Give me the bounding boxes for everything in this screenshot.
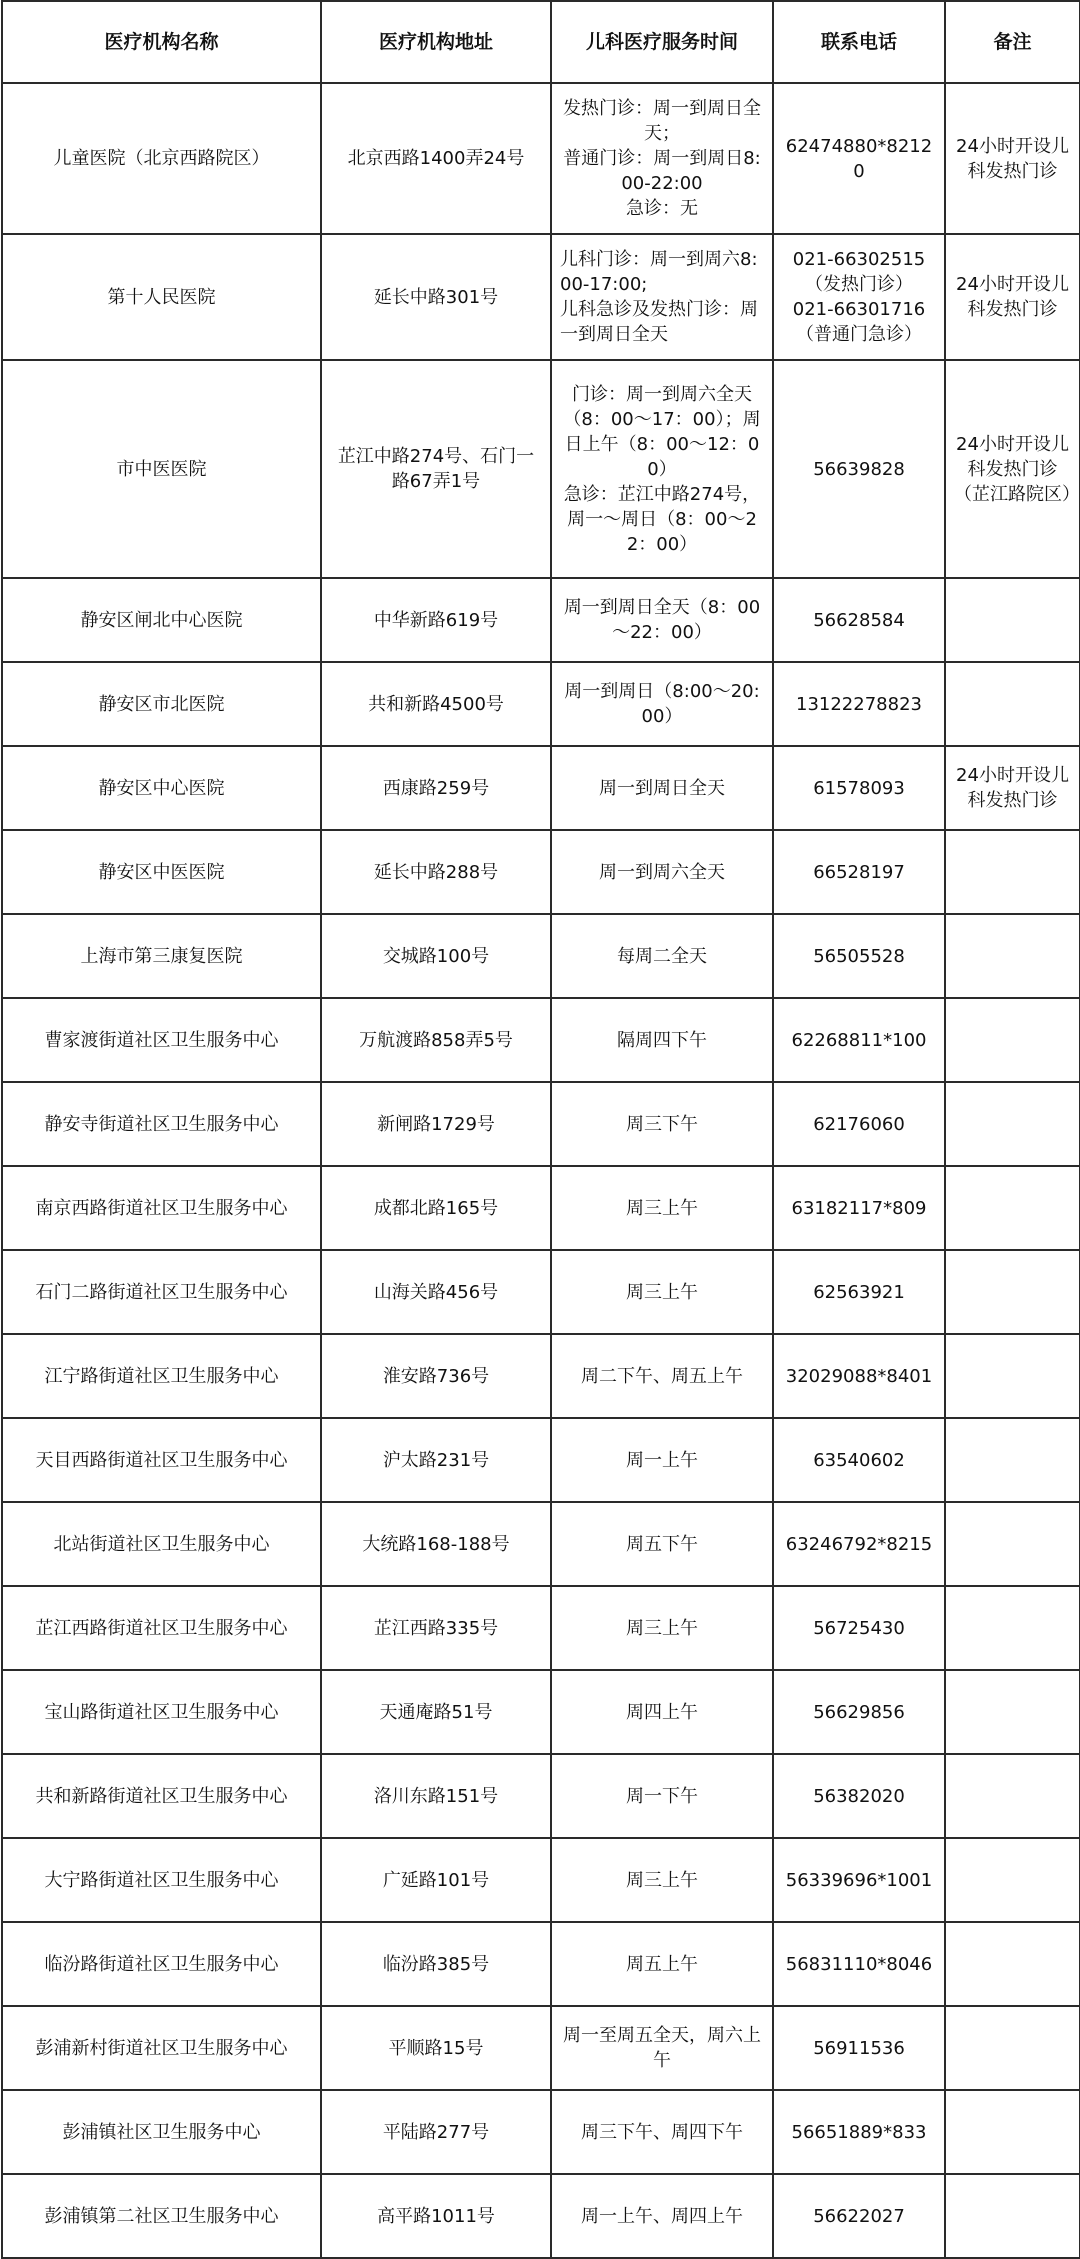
institution-address-cell: 沪太路231号 bbox=[321, 1418, 551, 1502]
service-hours-cell: 周一到周日全天（8：00～22：00） bbox=[551, 578, 773, 662]
institution-name-cell: 大宁路街道社区卫生服务中心 bbox=[2, 1838, 321, 1922]
notes-cell bbox=[945, 1250, 1080, 1334]
institution-name-cell: 静安区市北医院 bbox=[2, 662, 321, 746]
service-hours-cell: 儿科门诊：周一到周六8:00-17:00; 儿科急诊及发热门诊：周一到周日全天 bbox=[551, 234, 773, 360]
institution-name-cell: 彭浦新村街道社区卫生服务中心 bbox=[2, 2006, 321, 2090]
notes-cell bbox=[945, 2174, 1080, 2258]
table-row bbox=[2, 2090, 1080, 2174]
table-row bbox=[2, 83, 1080, 234]
service-hours-cell: 门诊：周一到周六全天（8：00～17：00）；周日上午（8：00～12：00） 急诊：芷江中路274号，周一～周日（8：00～22：00） bbox=[551, 360, 773, 578]
notes-cell bbox=[945, 914, 1080, 998]
phone-cell: 56622027 bbox=[773, 2174, 945, 2258]
service-hours-cell: 周一到周日全天 bbox=[551, 746, 773, 830]
institution-name-cell: 南京西路街道社区卫生服务中心 bbox=[2, 1166, 321, 1250]
institution-name-cell: 彭浦镇社区卫生服务中心 bbox=[2, 2090, 321, 2174]
service-hours-cell: 周一上午、周四上午 bbox=[551, 2174, 773, 2258]
institution-name-cell: 芷江西路街道社区卫生服务中心 bbox=[2, 1586, 321, 1670]
table-row bbox=[2, 2006, 1080, 2090]
phone-cell: 56725430 bbox=[773, 1586, 945, 1670]
table-row bbox=[2, 1754, 1080, 1838]
service-hours-cell: 隔周四下午 bbox=[551, 998, 773, 1082]
notes-cell bbox=[945, 1082, 1080, 1166]
table-row bbox=[2, 1082, 1080, 1166]
institution-address-cell: 平顺路15号 bbox=[321, 2006, 551, 2090]
phone-cell: 56911536 bbox=[773, 2006, 945, 2090]
notes-cell bbox=[945, 1922, 1080, 2006]
phone-cell: 66528197 bbox=[773, 830, 945, 914]
phone-cell: 62474880*82120 bbox=[773, 83, 945, 234]
phone-cell: 62176060 bbox=[773, 1082, 945, 1166]
institution-name-cell: 静安区中医医院 bbox=[2, 830, 321, 914]
institution-name-cell: 静安寺街道社区卫生服务中心 bbox=[2, 1082, 321, 1166]
phone-cell: 61578093 bbox=[773, 746, 945, 830]
notes-cell bbox=[945, 998, 1080, 1082]
phone-cell: 63182117*809 bbox=[773, 1166, 945, 1250]
institution-name-cell: 静安区闸北中心医院 bbox=[2, 578, 321, 662]
institution-name-cell: 共和新路街道社区卫生服务中心 bbox=[2, 1754, 321, 1838]
notes-cell bbox=[945, 2006, 1080, 2090]
institution-name-cell: 上海市第三康复医院 bbox=[2, 914, 321, 998]
notes-cell: 24小时开设儿科发热门诊 bbox=[945, 234, 1080, 360]
phone-cell: 56339696*1001 bbox=[773, 1838, 945, 1922]
phone-cell: 56628584 bbox=[773, 578, 945, 662]
notes-cell bbox=[945, 1670, 1080, 1754]
service-hours-cell: 周三上午 bbox=[551, 1166, 773, 1250]
phone-cell: 56505528 bbox=[773, 914, 945, 998]
table-row bbox=[2, 830, 1080, 914]
institution-address-cell: 山海关路456号 bbox=[321, 1250, 551, 1334]
phone-cell: 62563921 bbox=[773, 1250, 945, 1334]
notes-cell bbox=[945, 1838, 1080, 1922]
service-hours-cell: 周三下午、周四下午 bbox=[551, 2090, 773, 2174]
phone-cell: 56629856 bbox=[773, 1670, 945, 1754]
phone-cell: 56831110*8046 bbox=[773, 1922, 945, 2006]
institution-address-cell: 大统路168-188号 bbox=[321, 1502, 551, 1586]
service-hours-cell: 周五下午 bbox=[551, 1502, 773, 1586]
table-header bbox=[2, 1, 1080, 83]
institution-name-cell: 静安区中心医院 bbox=[2, 746, 321, 830]
service-hours-cell: 周四上午 bbox=[551, 1670, 773, 1754]
institution-address-cell: 洛川东路151号 bbox=[321, 1754, 551, 1838]
table-row bbox=[2, 1838, 1080, 1922]
service-hours-cell: 周五上午 bbox=[551, 1922, 773, 2006]
institution-name-cell: 儿童医院（北京西路院区） bbox=[2, 83, 321, 234]
header-row bbox=[2, 1, 1080, 83]
notes-cell bbox=[945, 1166, 1080, 1250]
notes-cell: 24小时开设儿科发热门诊（芷江路院区） bbox=[945, 360, 1080, 578]
table-row bbox=[2, 1334, 1080, 1418]
institution-address-cell: 中华新路619号 bbox=[321, 578, 551, 662]
notes-cell bbox=[945, 1754, 1080, 1838]
institution-name-cell: 宝山路街道社区卫生服务中心 bbox=[2, 1670, 321, 1754]
institution-address-cell: 西康路259号 bbox=[321, 746, 551, 830]
institution-address-cell: 高平路1011号 bbox=[321, 2174, 551, 2258]
phone-cell: 56651889*833 bbox=[773, 2090, 945, 2174]
institution-address-cell: 新闸路1729号 bbox=[321, 1082, 551, 1166]
notes-cell bbox=[945, 578, 1080, 662]
notes-cell bbox=[945, 830, 1080, 914]
institution-name-cell: 石门二路街道社区卫生服务中心 bbox=[2, 1250, 321, 1334]
service-hours-cell: 周三上午 bbox=[551, 1250, 773, 1334]
table-row bbox=[2, 998, 1080, 1082]
notes-cell: 24小时开设儿科发热门诊 bbox=[945, 83, 1080, 234]
institution-address-cell: 万航渡路858弄5号 bbox=[321, 998, 551, 1082]
table-row bbox=[2, 746, 1080, 830]
notes-cell bbox=[945, 1502, 1080, 1586]
table-row bbox=[2, 662, 1080, 746]
phone-cell: 63540602 bbox=[773, 1418, 945, 1502]
institution-name-cell: 第十人民医院 bbox=[2, 234, 321, 360]
table-row bbox=[2, 1250, 1080, 1334]
header-institution-address: 医疗机构地址 bbox=[321, 1, 551, 83]
table-row bbox=[2, 578, 1080, 662]
institution-name-cell: 江宁路街道社区卫生服务中心 bbox=[2, 1334, 321, 1418]
table-row bbox=[2, 1502, 1080, 1586]
header-service-hours: 儿科医疗服务时间 bbox=[551, 1, 773, 83]
institution-address-cell: 淮安路736号 bbox=[321, 1334, 551, 1418]
service-hours-cell: 周二下午、周五上午 bbox=[551, 1334, 773, 1418]
institution-address-cell: 天通庵路51号 bbox=[321, 1670, 551, 1754]
institution-address-cell: 共和新路4500号 bbox=[321, 662, 551, 746]
header-notes: 备注 bbox=[945, 1, 1080, 83]
phone-cell: 62268811*100 bbox=[773, 998, 945, 1082]
service-hours-cell: 周三上午 bbox=[551, 1586, 773, 1670]
service-hours-cell: 周一到周六全天 bbox=[551, 830, 773, 914]
institution-name-cell: 市中医医院 bbox=[2, 360, 321, 578]
institution-name-cell: 曹家渡街道社区卫生服务中心 bbox=[2, 998, 321, 1082]
institution-address-cell: 交城路100号 bbox=[321, 914, 551, 998]
table-body bbox=[2, 83, 1080, 2258]
phone-cell: 56639828 bbox=[773, 360, 945, 578]
phone-cell: 56382020 bbox=[773, 1754, 945, 1838]
table-row bbox=[2, 360, 1080, 578]
table-row bbox=[2, 234, 1080, 360]
service-hours-cell: 周三下午 bbox=[551, 1082, 773, 1166]
notes-cell: 24小时开设儿科发热门诊 bbox=[945, 746, 1080, 830]
institution-address-cell: 北京西路1400弄24号 bbox=[321, 83, 551, 234]
phone-cell: 13122278823 bbox=[773, 662, 945, 746]
institution-name-cell: 临汾路街道社区卫生服务中心 bbox=[2, 1922, 321, 2006]
table-row bbox=[2, 1922, 1080, 2006]
notes-cell bbox=[945, 1418, 1080, 1502]
institution-name-cell: 天目西路街道社区卫生服务中心 bbox=[2, 1418, 321, 1502]
table-row bbox=[2, 1166, 1080, 1250]
header-institution-name: 医疗机构名称 bbox=[2, 1, 321, 83]
service-hours-cell: 周一下午 bbox=[551, 1754, 773, 1838]
service-hours-cell: 周三上午 bbox=[551, 1838, 773, 1922]
institution-address-cell: 临汾路385号 bbox=[321, 1922, 551, 2006]
table-row bbox=[2, 1670, 1080, 1754]
table-row bbox=[2, 2174, 1080, 2258]
institution-address-cell: 延长中路301号 bbox=[321, 234, 551, 360]
institution-address-cell: 芷江西路335号 bbox=[321, 1586, 551, 1670]
institution-name-cell: 彭浦镇第二社区卫生服务中心 bbox=[2, 2174, 321, 2258]
table-row bbox=[2, 1586, 1080, 1670]
institution-address-cell: 延长中路288号 bbox=[321, 830, 551, 914]
service-hours-cell: 每周二全天 bbox=[551, 914, 773, 998]
service-hours-cell: 发热门诊：周一到周日全天； 普通门诊：周一到周日8:00-22:00 急诊：无 bbox=[551, 83, 773, 234]
notes-cell bbox=[945, 2090, 1080, 2174]
pediatric-services-table bbox=[1, 0, 1080, 2259]
table-row bbox=[2, 1418, 1080, 1502]
header-phone: 联系电话 bbox=[773, 1, 945, 83]
notes-cell bbox=[945, 662, 1080, 746]
phone-cell: 63246792*8215 bbox=[773, 1502, 945, 1586]
institution-address-cell: 芷江中路274号、石门一路67弄1号 bbox=[321, 360, 551, 578]
service-hours-cell: 周一上午 bbox=[551, 1418, 773, 1502]
service-hours-cell: 周一至周五全天，周六上午 bbox=[551, 2006, 773, 2090]
notes-cell bbox=[945, 1586, 1080, 1670]
institution-address-cell: 成都北路165号 bbox=[321, 1166, 551, 1250]
phone-cell: 32029088*8401 bbox=[773, 1334, 945, 1418]
table-row bbox=[2, 914, 1080, 998]
notes-cell bbox=[945, 1334, 1080, 1418]
institution-name-cell: 北站街道社区卫生服务中心 bbox=[2, 1502, 321, 1586]
phone-cell: 021-66302515（发热门诊） 021-66301716（普通门急诊） bbox=[773, 234, 945, 360]
service-hours-cell: 周一到周日（8:00～20:00） bbox=[551, 662, 773, 746]
institution-address-cell: 广延路101号 bbox=[321, 1838, 551, 1922]
institution-address-cell: 平陆路277号 bbox=[321, 2090, 551, 2174]
